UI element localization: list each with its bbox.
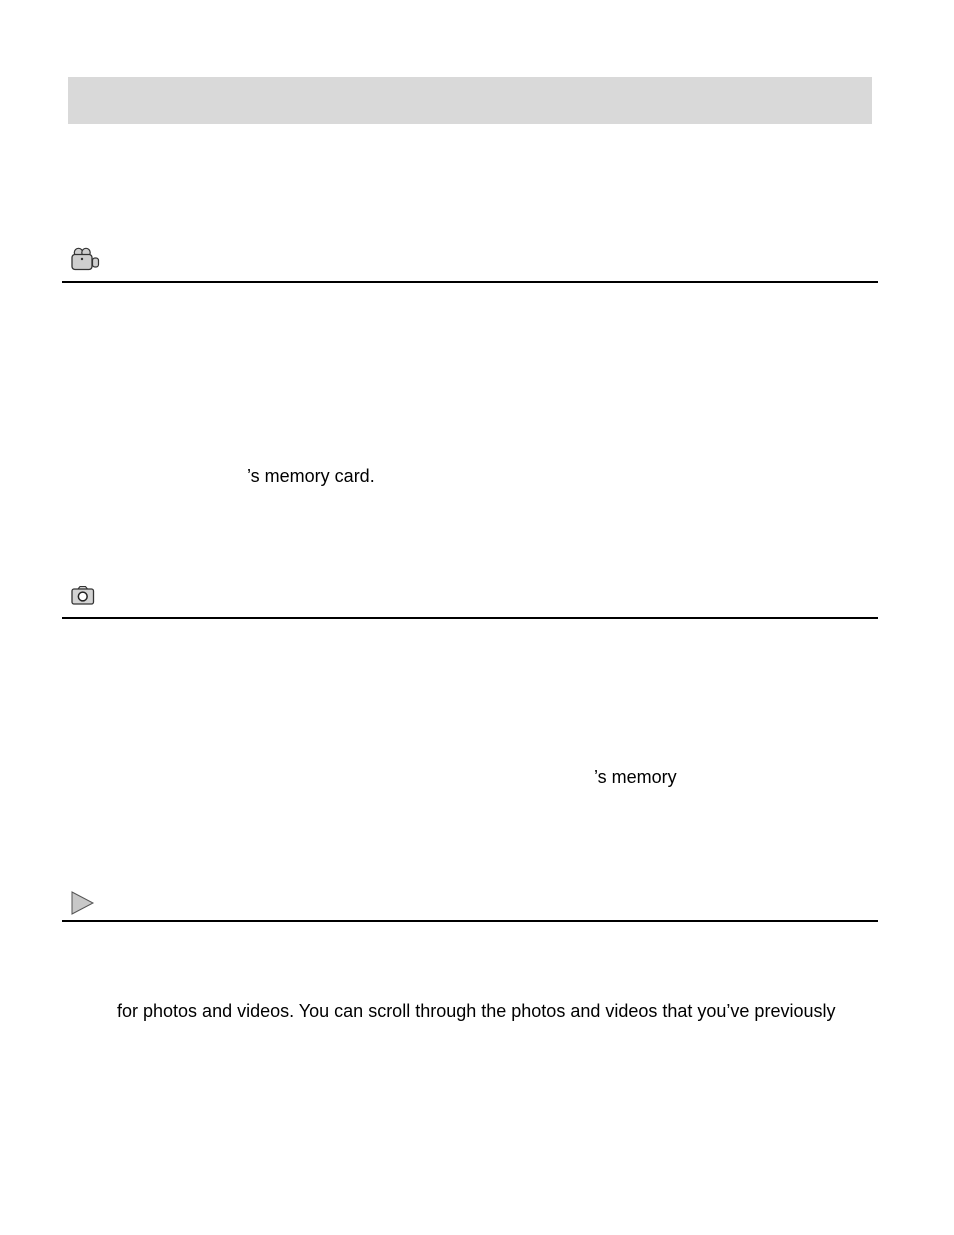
body-text-fragment: ’s memory card.: [247, 466, 375, 486]
body-text-fragment: for photos and videos. You can scroll through the photos and videos that you’ve previously: [117, 1001, 836, 1021]
play-icon: [70, 890, 96, 916]
video-camera-icon: [70, 246, 102, 272]
photo-camera-icon: [70, 584, 96, 606]
header-band: [68, 77, 872, 124]
section-divider: [62, 281, 878, 283]
section-divider: [62, 617, 878, 619]
body-text-fragment: ’s memory: [594, 767, 677, 787]
section-divider: [62, 920, 878, 922]
